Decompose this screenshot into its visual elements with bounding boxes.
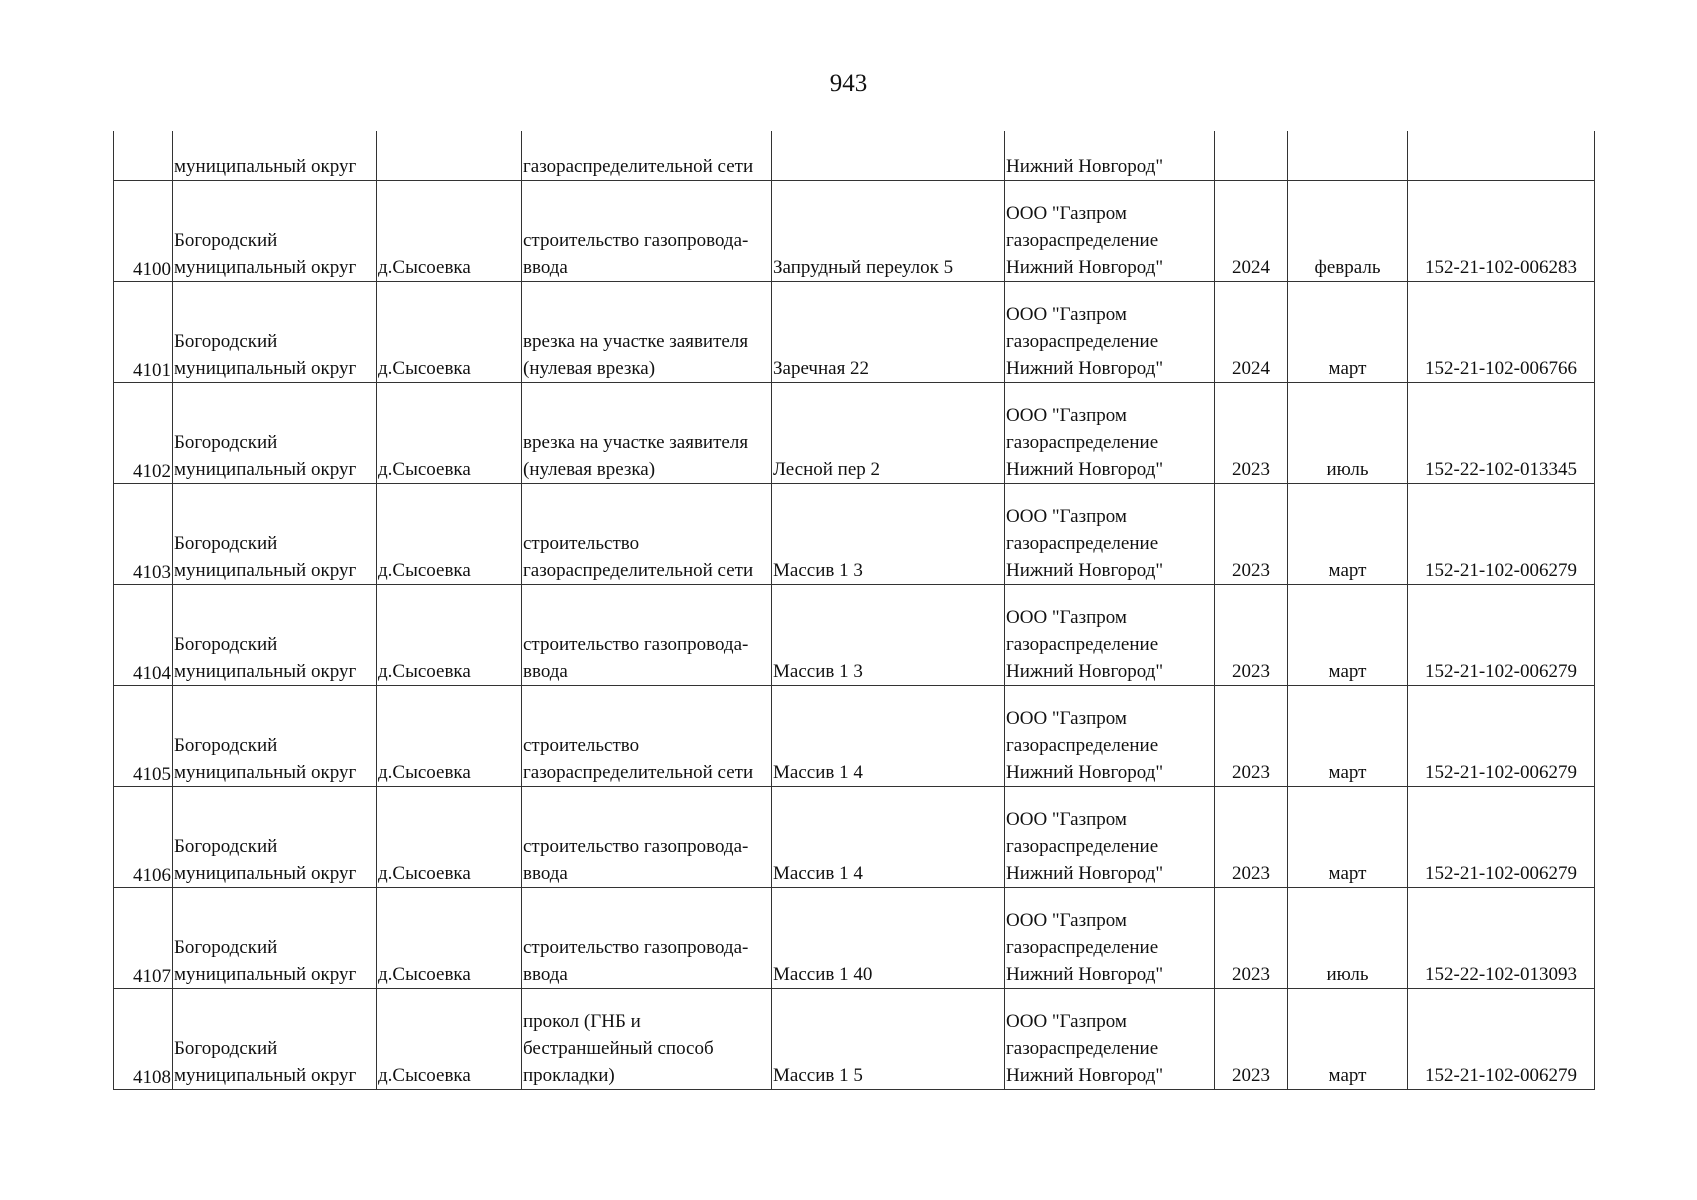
cell-district: Богородский муниципальный округ <box>173 181 377 282</box>
cell-year: 2023 <box>1215 888 1288 989</box>
cell-locality: д.Сысоевка <box>377 484 522 585</box>
cell-org: ООО "Газпром газораспределение Нижний Новгород" <box>1005 686 1215 787</box>
cell-district: Богородский муниципальный округ <box>173 989 377 1090</box>
cell-address: Массив 1 4 <box>772 787 1005 888</box>
cell-address: Массив 1 4 <box>772 686 1005 787</box>
cell-work: строительство газораспределительной сети <box>522 686 772 787</box>
cell-year: 2023 <box>1215 484 1288 585</box>
cell-month <box>1288 131 1408 181</box>
cell-num <box>114 888 173 989</box>
cell-month: июль <box>1288 383 1408 484</box>
table-row <box>114 383 1595 484</box>
cell-address: Запрудный переулок 5 <box>772 181 1005 282</box>
cell-code: 152-21-102-006279 <box>1408 686 1595 787</box>
cell-locality: д.Сысоевка <box>377 585 522 686</box>
cell-district: Богородский муниципальный округ <box>173 686 377 787</box>
table-row <box>114 787 1595 888</box>
cell-num <box>114 181 173 282</box>
cell-address <box>772 131 1005 181</box>
cell-month: июль <box>1288 888 1408 989</box>
cell-org: ООО "Газпром газораспределение Нижний Новгород" <box>1005 989 1215 1090</box>
cell-code: 152-22-102-013093 <box>1408 888 1595 989</box>
cell-district: Богородский муниципальный округ <box>173 383 377 484</box>
cell-code <box>1408 131 1595 181</box>
cell-locality: д.Сысоевка <box>377 282 522 383</box>
cell-year: 2024 <box>1215 181 1288 282</box>
table-row <box>114 686 1595 787</box>
cell-district: Богородский муниципальный округ <box>173 787 377 888</box>
cell-month: февраль <box>1288 181 1408 282</box>
table-row <box>114 282 1595 383</box>
row-number: 4104 <box>133 663 171 684</box>
cell-work: строительство газораспределительной сети <box>522 484 772 585</box>
row-number: 4108 <box>133 1067 171 1088</box>
cell-district: муниципальный округ <box>173 131 377 181</box>
cell-month: март <box>1288 282 1408 383</box>
cell-month: март <box>1288 686 1408 787</box>
cell-locality: д.Сысоевка <box>377 383 522 484</box>
table-row <box>114 888 1595 989</box>
cell-year: 2023 <box>1215 989 1288 1090</box>
cell-num <box>114 131 173 181</box>
cell-month: март <box>1288 787 1408 888</box>
row-number: 4106 <box>133 865 171 886</box>
cell-org: ООО "Газпром газораспределение Нижний Новгород" <box>1005 383 1215 484</box>
cell-code: 152-21-102-006279 <box>1408 585 1595 686</box>
continuation-row <box>114 131 1595 181</box>
cell-address: Массив 1 3 <box>772 484 1005 585</box>
page-number: 943 <box>829 70 868 97</box>
cell-num <box>114 787 173 888</box>
row-number: 4103 <box>133 562 171 583</box>
cell-month: март <box>1288 484 1408 585</box>
cell-work: прокол (ГНБ и бестраншейный способ прокладки) <box>522 989 772 1090</box>
cell-code: 152-21-102-006283 <box>1408 181 1595 282</box>
cell-code: 152-21-102-006279 <box>1408 787 1595 888</box>
cell-work: врезка на участке заявителя (нулевая врезка) <box>522 282 772 383</box>
cell-address: Массив 1 5 <box>772 989 1005 1090</box>
cell-work: газораспределительной сети <box>522 131 772 181</box>
table-row <box>114 484 1595 585</box>
cell-year: 2024 <box>1215 282 1288 383</box>
cell-address: Заречная 22 <box>772 282 1005 383</box>
cell-month: март <box>1288 585 1408 686</box>
cell-month: март <box>1288 989 1408 1090</box>
cell-district: Богородский муниципальный округ <box>173 585 377 686</box>
cell-num <box>114 585 173 686</box>
cell-year: 2023 <box>1215 787 1288 888</box>
cell-org: ООО "Газпром газораспределение Нижний Новгород" <box>1005 484 1215 585</box>
cell-code: 152-21-102-006279 <box>1408 484 1595 585</box>
cell-locality: д.Сысоевка <box>377 686 522 787</box>
cell-year: 2023 <box>1215 686 1288 787</box>
cell-work: строительство газопровода-ввода <box>522 888 772 989</box>
cell-locality: д.Сысоевка <box>377 888 522 989</box>
table-row <box>114 181 1595 282</box>
cell-district: Богородский муниципальный округ <box>173 282 377 383</box>
cell-num <box>114 989 173 1090</box>
cell-code: 152-21-102-006766 <box>1408 282 1595 383</box>
row-number: 4102 <box>133 461 171 482</box>
cell-year <box>1215 131 1288 181</box>
gas-connection-table <box>113 131 1595 1090</box>
cell-work: строительство газопровода-ввода <box>522 585 772 686</box>
cell-district: Богородский муниципальный округ <box>173 888 377 989</box>
row-number: 4100 <box>133 259 171 280</box>
cell-address: Массив 1 3 <box>772 585 1005 686</box>
row-number: 4101 <box>133 360 171 381</box>
table-body <box>114 131 1595 1090</box>
cell-org: ООО "Газпром газораспределение Нижний Новгород" <box>1005 282 1215 383</box>
cell-num <box>114 282 173 383</box>
cell-locality: д.Сысоевка <box>377 989 522 1090</box>
cell-address: Массив 1 40 <box>772 888 1005 989</box>
cell-year: 2023 <box>1215 585 1288 686</box>
cell-work: строительство газопровода-ввода <box>522 787 772 888</box>
cell-code: 152-22-102-013345 <box>1408 383 1595 484</box>
cell-district: Богородский муниципальный округ <box>173 484 377 585</box>
cell-address: Лесной пер 2 <box>772 383 1005 484</box>
cell-org: Нижний Новгород" <box>1005 131 1215 181</box>
cell-num <box>114 686 173 787</box>
table-row <box>114 585 1595 686</box>
table-row <box>114 989 1595 1090</box>
cell-org: ООО "Газпром газораспределение Нижний Новгород" <box>1005 888 1215 989</box>
row-number: 4107 <box>133 966 171 987</box>
cell-org: ООО "Газпром газораспределение Нижний Новгород" <box>1005 787 1215 888</box>
cell-work: строительство газопровода-ввода <box>522 181 772 282</box>
cell-locality: д.Сысоевка <box>377 787 522 888</box>
cell-org: ООО "Газпром газораспределение Нижний Новгород" <box>1005 585 1215 686</box>
row-number: 4105 <box>133 764 171 785</box>
cell-num <box>114 484 173 585</box>
cell-num <box>114 383 173 484</box>
cell-locality <box>377 131 522 181</box>
cell-code: 152-21-102-006279 <box>1408 989 1595 1090</box>
cell-year: 2023 <box>1215 383 1288 484</box>
cell-org: ООО "Газпром газораспределение Нижний Новгород" <box>1005 181 1215 282</box>
cell-locality: д.Сысоевка <box>377 181 522 282</box>
cell-work: врезка на участке заявителя (нулевая врезка) <box>522 383 772 484</box>
